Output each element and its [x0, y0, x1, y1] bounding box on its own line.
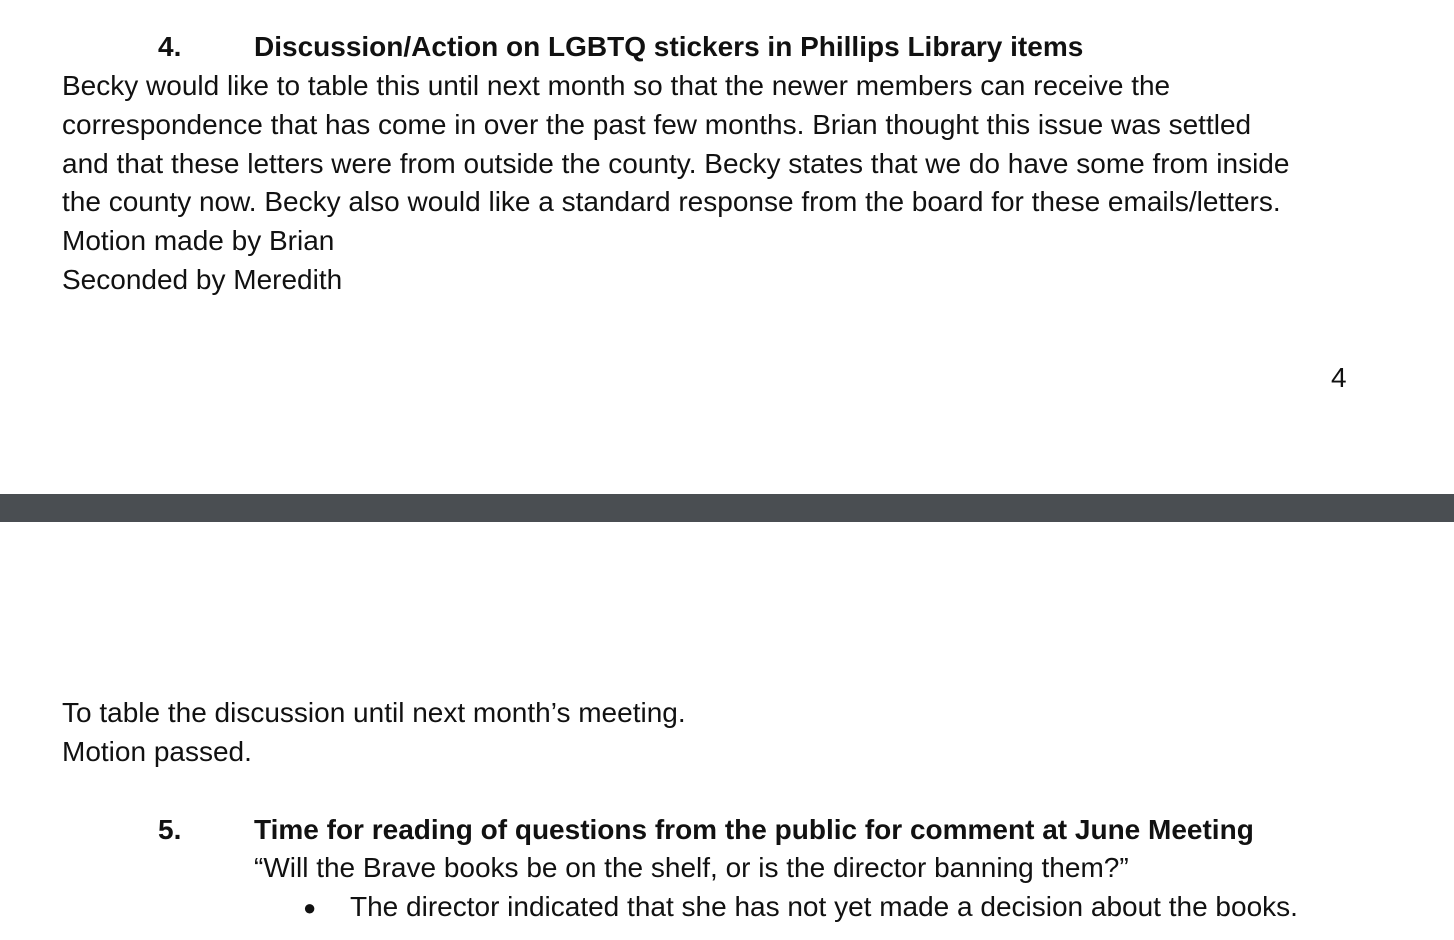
- motion-made-by: Motion made by Brian: [62, 225, 335, 256]
- motion-result: Motion passed.: [62, 736, 252, 767]
- item-4-body-line: and that these letters were from outside the county. Becky states that we do have some from inside: [62, 148, 1290, 179]
- page-number: 4: [1331, 362, 1347, 393]
- item-5-heading: Time for reading of questions from the public for comment at June Meeting: [254, 814, 1254, 845]
- item-4-number: 4.: [158, 31, 182, 62]
- document-page-5: [0, 522, 1454, 940]
- page-separator: [0, 494, 1454, 522]
- seconded-by: Seconded by Meredith: [62, 264, 343, 295]
- item-4-body-line: Becky would like to table this until next month so that the newer members can receive the: [62, 70, 1171, 101]
- item-4-body-line: the county now. Becky also would like a standard response from the board for these emails/letters.: [62, 186, 1281, 217]
- item-5-number: 5.: [158, 814, 182, 845]
- bullet-text: The director indicated that she has not yet made a decision about the books.: [350, 891, 1298, 922]
- motion-text: To table the discussion until next month’s meeting.: [62, 697, 686, 728]
- bullet-icon: ●: [303, 895, 317, 920]
- item-4-body-line: correspondence that has come in over the past few months. Brian thought this issue was settled: [62, 109, 1252, 140]
- public-question: “Will the Brave books be on the shelf, or is the director banning them?”: [254, 852, 1129, 883]
- item-4-heading: Discussion/Action on LGBTQ stickers in Phillips Library items: [254, 31, 1084, 62]
